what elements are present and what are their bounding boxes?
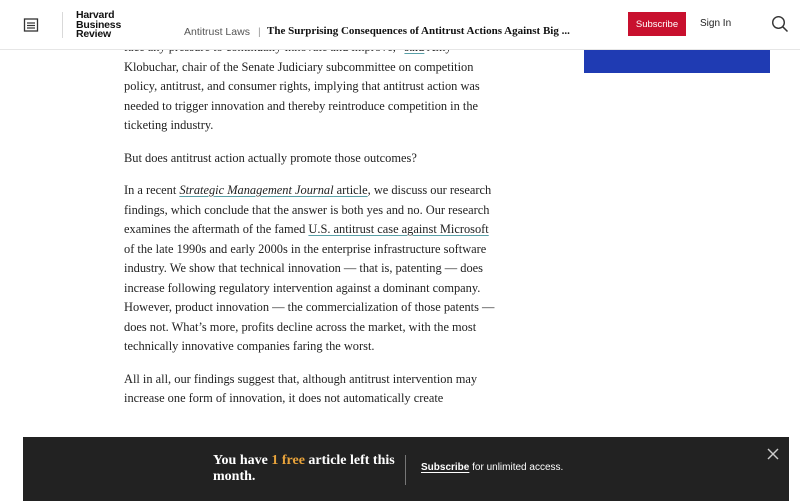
menu-icon[interactable] [23,17,39,33]
free-articles-message [213,453,403,484]
article-link-tail: article [333,183,368,197]
hbr-logo[interactable] [76,11,121,40]
paywall-banner [23,437,789,501]
microsoft-case-link[interactable]: U.S. antitrust case against Microsoft [308,222,489,236]
subscribe-button[interactable]: Subscribe [628,12,686,36]
breadcrumb-separator: | [258,26,261,38]
sign-in-link[interactable]: Sign In [700,18,732,29]
logo-line-3: Review [76,28,111,40]
site-header [0,0,800,50]
paragraph-4: All in all, our findings suggest that, although antitrust intervention may increase one form of innovation, it does not automatically create [124,371,478,405]
paywall-subscribe-link[interactable]: Subscribe [421,462,470,473]
sticky-headline: The Surprising Consequences of Antitrust Actions Against Big ... [267,25,570,37]
logo-line-1: Harvard [76,9,115,21]
free-count: 1 free [271,453,305,468]
header-divider [62,12,63,38]
msg-text-b: article left this month. [213,453,395,484]
p3-text-b: , we discuss our research findings, which conclude that the answer is both yes and no. Our research examines the aftermath of the famed [124,183,492,236]
paragraph-2: But does antitrust action actually promote those outcomes? [124,150,417,165]
close-icon[interactable] [767,447,779,459]
p3-text-a: In a recent [124,183,180,197]
logo-line-2: Business [76,18,122,31]
p1-text-rest: Klobuchar, chair of the Senate Judiciary subcommittee on competition policy, antitrust, and consumer rights, implying that antitrust action was needed to trigger innovation and thereby reintroduce competition in the ticketing industry. [124,59,480,132]
paragraph-3 [124,181,502,357]
search-icon[interactable] [771,15,789,33]
msg-text-a: You have [213,453,272,468]
p3-text-c: of the late 1990s and early 2000s in the enterprise infrastructure software industry. We show that technical innovation — that is, patenting — does increase following regulatory intervention against a dominant company. However, product innovation — the commercialization of those patents — does not. What’s more, profits decline across the market, with the most technically innovative companies faring the worst. [124,241,495,353]
section-link[interactable]: Antitrust Laws [184,26,250,38]
paywall-divider [405,455,406,485]
smj-article-link[interactable] [179,183,367,197]
journal-title: Strategic Management Journal [179,183,334,197]
subscribe-offer [421,462,563,473]
subscribe-offer-tail: for unlimited access. [469,462,564,473]
paragraph-1 [124,38,502,136]
article-body [124,38,502,422]
side-advertisement[interactable] [584,50,770,73]
